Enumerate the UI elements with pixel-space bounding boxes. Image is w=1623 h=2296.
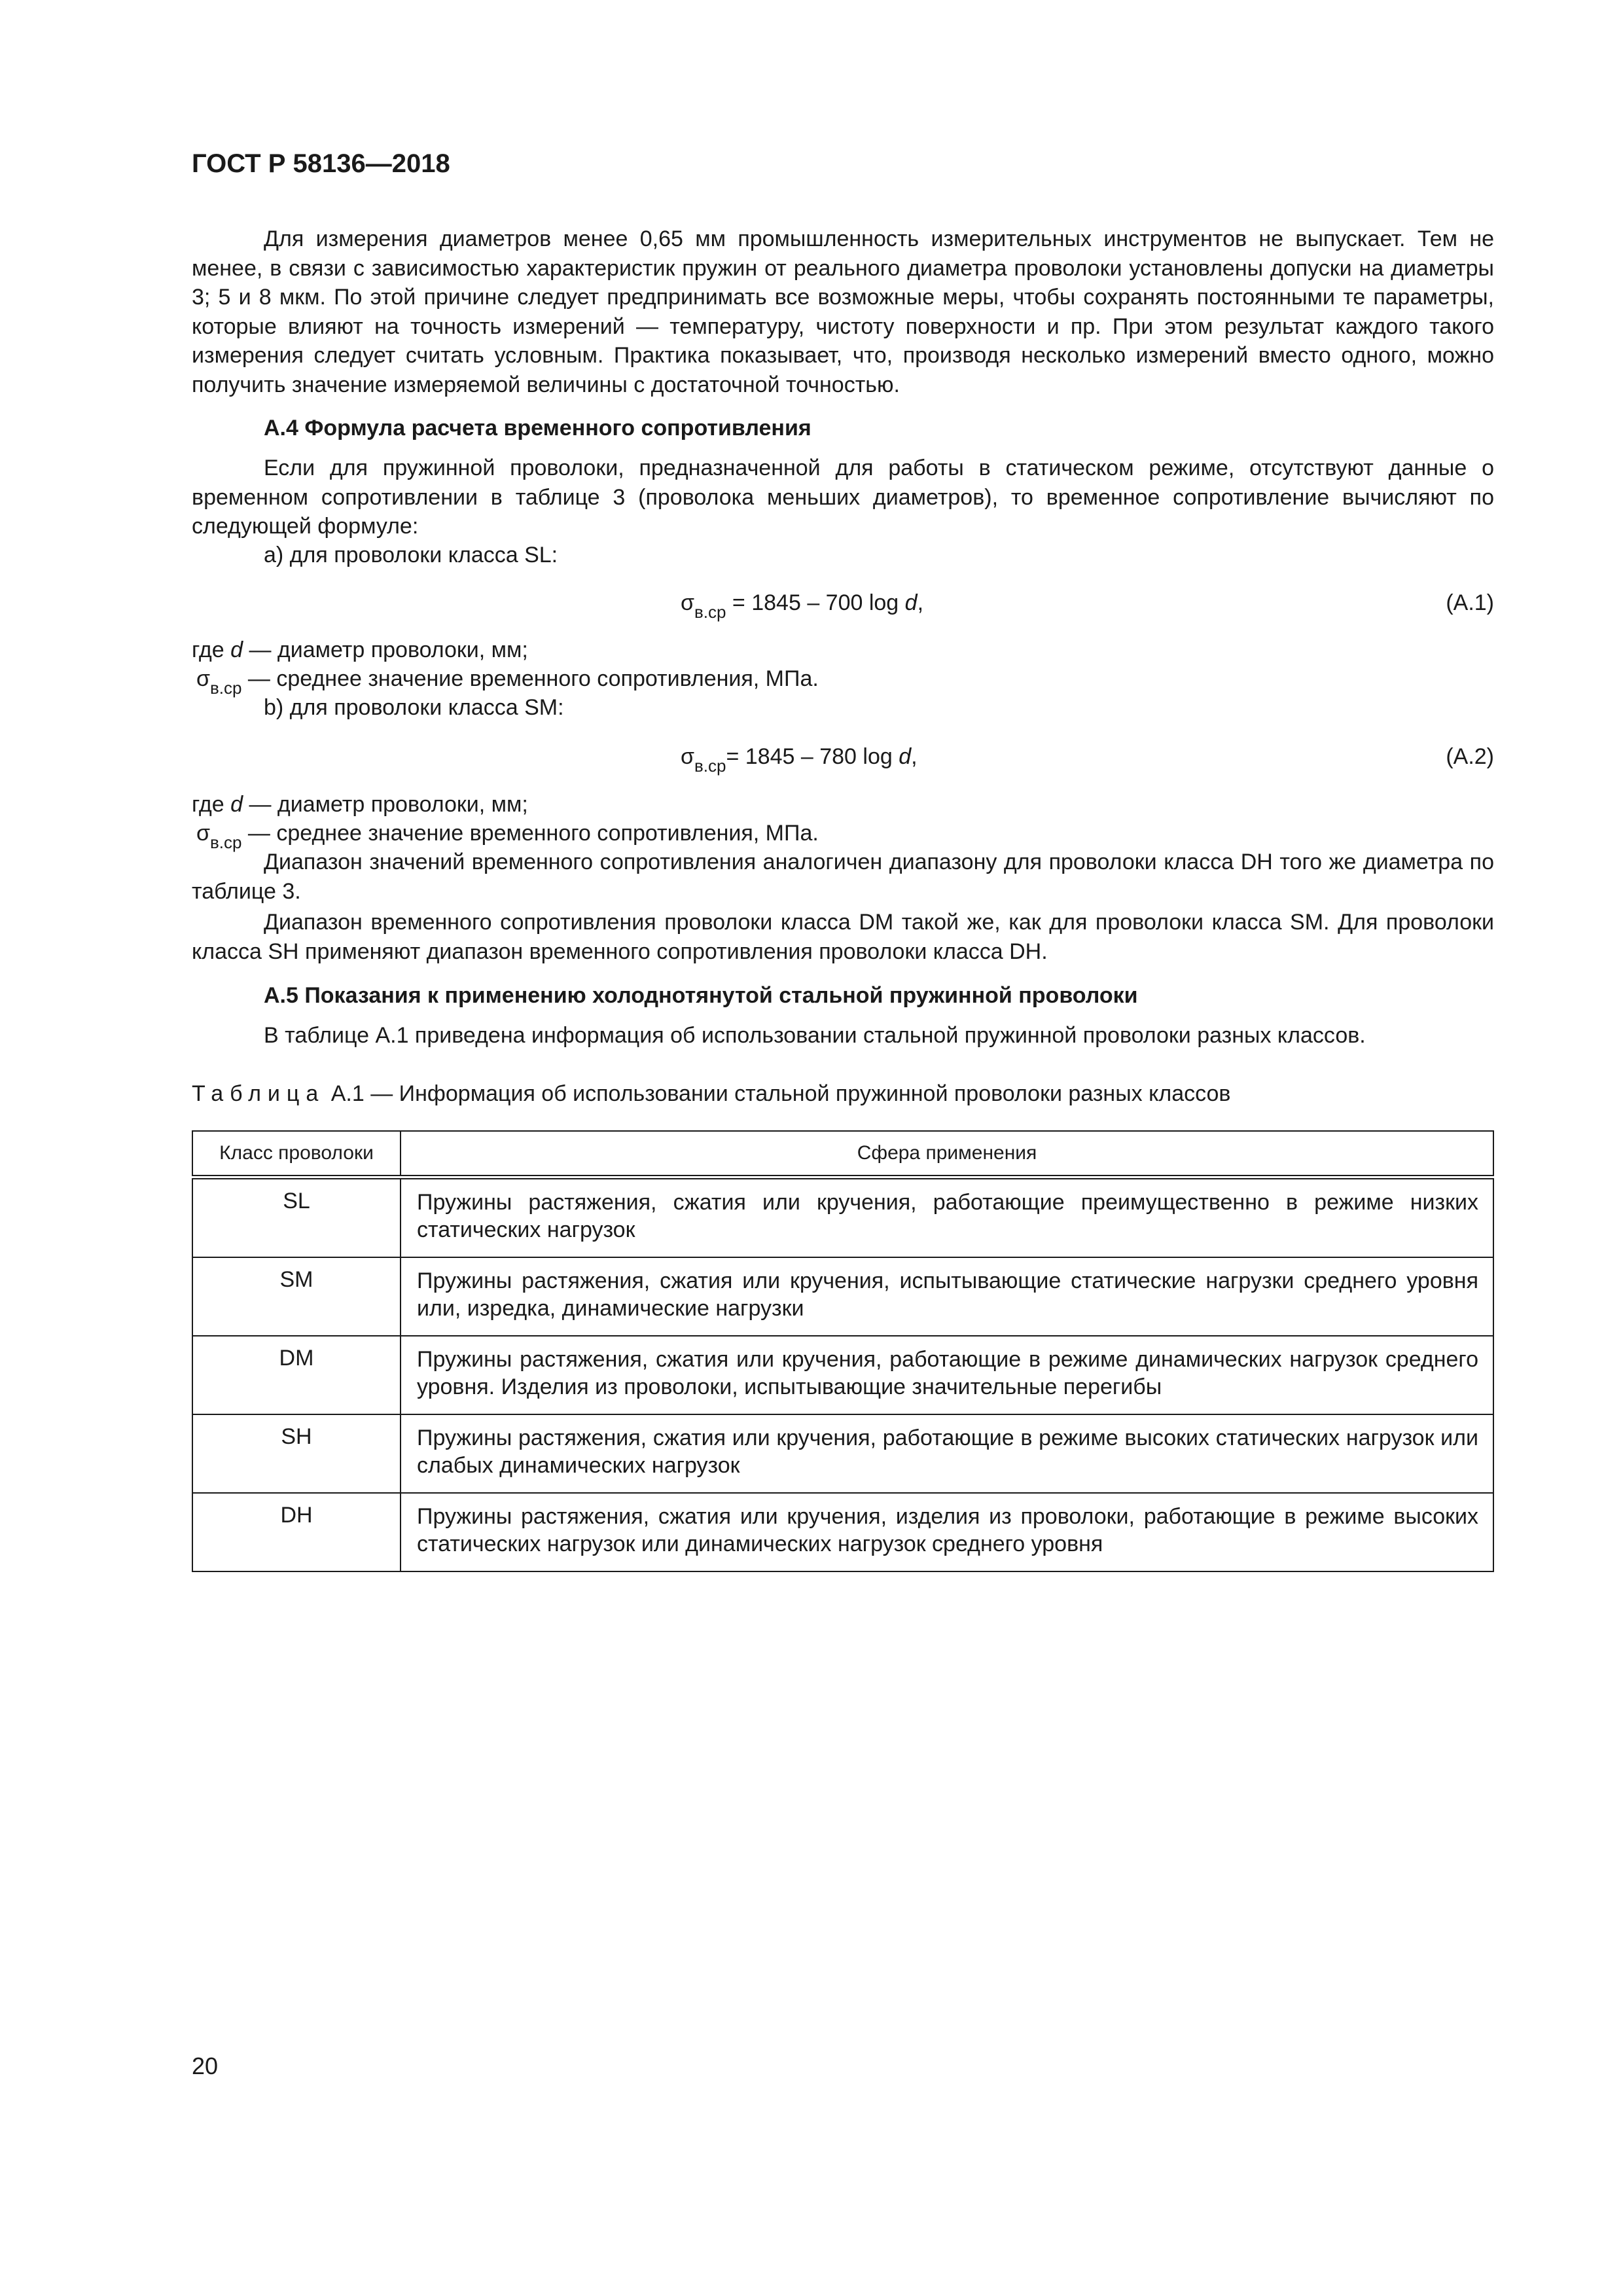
variable-d: d bbox=[904, 590, 918, 615]
where-word: где bbox=[192, 637, 231, 662]
definition-sigma-2 bbox=[196, 819, 819, 852]
paragraph-measurement: Для измерения диаметров менее 0,65 мм промышленность измерительных инструментов не выпускает. Тем не менее, в связи с зависимостью характеристик пружин от реального диаметра проволоки установлены допуски на диаметры 3; 5 и 8 мкм. По этой причине следует предпринимать все возможные меры, чтобы сохранять постоянными те параметры, которые влияют на точность измерений — температуру, чистоту поверхности и пр. При этом результат каждого такого измерения следует считать условным. Практика показывает, что, производя несколько измерений вместо одного, можно получить значение измеряемой величины с достаточной точностью. bbox=[192, 226, 1494, 397]
table-caption-word: Таблица bbox=[192, 1081, 325, 1106]
paragraph-table-intro: В таблице А.1 приведена информация об использовании стальной пружинной проволоки разных классов. bbox=[264, 1023, 1366, 1048]
paragraph-range-dh: Диапазон значений временного сопротивления аналогичен диапазону для проволоки класса DH того же диаметра по таблице 3. bbox=[192, 850, 1494, 904]
formula-a2-rhs: = 1845 – 780 log bbox=[726, 744, 899, 769]
d-definition: — диаметр проволоки, мм; bbox=[243, 792, 528, 817]
variable-d: d bbox=[230, 637, 243, 662]
sigma-symbol: σ bbox=[196, 821, 210, 846]
table-row bbox=[192, 1414, 1493, 1493]
equation-number-a1: (А.1) bbox=[1446, 590, 1494, 615]
sigma-definition: — среднее значение временного сопротивления, МПа. bbox=[241, 666, 819, 691]
wire-class-cell: SM bbox=[192, 1257, 401, 1336]
application-cell: Пружины растяжения, сжатия или кручения, работающие преимущественно в режиме низких статических нагрузок bbox=[401, 1177, 1493, 1258]
application-cell: Пружины растяжения, сжатия или кручения, работающие в режиме высоких статических нагрузок или слабых динамических нагрузок bbox=[401, 1414, 1493, 1493]
sigma-subscript: в.ср bbox=[209, 833, 242, 852]
formula-a1 bbox=[681, 590, 924, 622]
paragraph-range-dm-sh: Диапазон временного сопротивления проволоки класса DM такой же, как для проволоки класса SM. Для проволоки класса SH применяют диапазон временного сопротивления проволоки класса DH. bbox=[192, 910, 1494, 964]
formula-comma: , bbox=[911, 744, 918, 769]
d-definition: — диаметр проволоки, мм; bbox=[243, 637, 528, 662]
sigma-subscript: в.ср bbox=[694, 756, 726, 776]
wire-class-cell: SL bbox=[192, 1177, 401, 1258]
variable-d: d bbox=[899, 744, 912, 769]
paragraph-formula-intro: Если для пружинной проволоки, предназначенной для работы в статическом режиме, отсутствуют данные о временном сопротивлении в таблице 3 (проволока меньших диаметров), то временное сопротивление вычисляют по следующей формуле: bbox=[192, 456, 1494, 539]
wire-class-cell: DM bbox=[192, 1336, 401, 1414]
application-cell: Пружины растяжения, сжатия или кручения, изделия из проволоки, работающие в режиме высоких статических нагрузок или динамических нагрузок среднего уровня bbox=[401, 1493, 1493, 1571]
page-number: 20 bbox=[192, 2053, 219, 2079]
wire-class-cell: DH bbox=[192, 1493, 401, 1571]
sigma-symbol: σ bbox=[681, 744, 694, 769]
table-row bbox=[192, 1493, 1493, 1571]
formula-a2 bbox=[681, 744, 918, 776]
table-caption-text: А.1 — Информация об использовании стальной пружинной проволоки разных классов bbox=[325, 1081, 1231, 1106]
application-cell: Пружины растяжения, сжатия или кручения, работающие в режиме динамических нагрузок среднего уровня. Изделия из проволоки, испытывающие значительные перегибы bbox=[401, 1336, 1493, 1414]
header-wire-class: Класс проволоки bbox=[192, 1131, 401, 1177]
section-a5-heading: А.5 Показания к применению холоднотянутой стальной пружинной проволоки bbox=[264, 983, 1138, 1008]
definition-d-2 bbox=[192, 790, 528, 819]
equation-number-a2: (А.2) bbox=[1446, 744, 1494, 769]
table-row bbox=[192, 1257, 1493, 1336]
sigma-symbol: σ bbox=[196, 666, 210, 691]
sigma-subscript: в.ср bbox=[209, 678, 242, 698]
table-row bbox=[192, 1336, 1493, 1414]
sigma-subscript: в.ср bbox=[694, 602, 726, 622]
item-a: а) для проволоки класса SL: bbox=[264, 543, 558, 567]
variable-d: d bbox=[230, 792, 243, 817]
header-application: Сфера применения bbox=[401, 1131, 1493, 1177]
wire-class-table bbox=[192, 1130, 1494, 1572]
table-row bbox=[192, 1177, 1493, 1258]
where-word: где bbox=[192, 792, 231, 817]
sigma-symbol: σ bbox=[681, 590, 694, 615]
section-a4-heading: А.4 Формула расчета временного сопротивления bbox=[264, 416, 812, 440]
item-b: b) для проволоки класса SM: bbox=[264, 695, 564, 720]
definition-sigma-1 bbox=[196, 664, 819, 698]
formula-comma: , bbox=[917, 590, 924, 615]
table-caption bbox=[192, 1079, 1230, 1108]
application-cell: Пружины растяжения, сжатия или кручения, испытывающие статические нагрузки среднего уровня или, изредка, динамические нагрузки bbox=[401, 1257, 1493, 1336]
wire-class-cell: SH bbox=[192, 1414, 401, 1493]
standard-header: ГОСТ Р 58136—2018 bbox=[192, 149, 450, 178]
formula-a1-rhs: = 1845 – 700 log bbox=[726, 590, 905, 615]
sigma-definition: — среднее значение временного сопротивления, МПа. bbox=[241, 821, 819, 846]
definition-d-1 bbox=[192, 636, 528, 664]
